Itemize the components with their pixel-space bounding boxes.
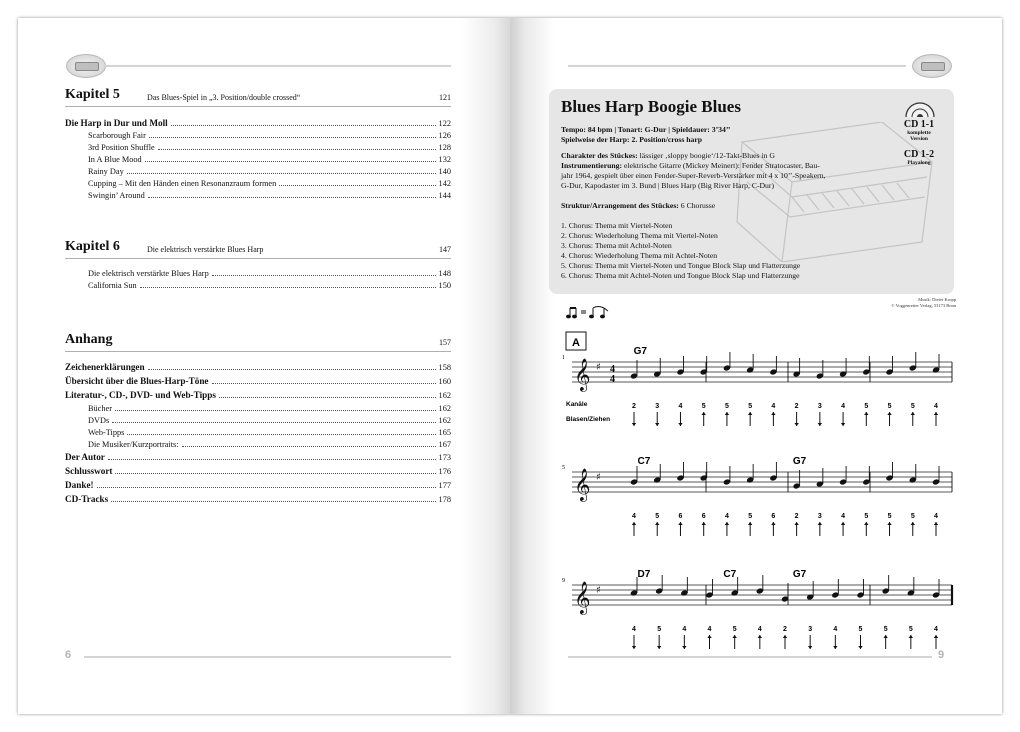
- arrow-down-icon: [678, 423, 682, 426]
- treble-clef-icon: 𝄞: [574, 468, 591, 501]
- instr-line: jahr 1964, gespielt über einen Fender-Super-Reverb-Verstärker mit 4 x 10’’-Speakern,: [561, 171, 826, 180]
- arrow-up-icon: [701, 412, 705, 415]
- music-score: [560, 325, 962, 655]
- arrow-up-icon: [934, 635, 938, 638]
- channel-number: 4: [678, 403, 683, 410]
- chorus-item: 2. Chorus: Wiederholung Thema mit Viertel-Noten: [561, 231, 718, 240]
- toc-entry[interactable]: Swingin’ Around 144: [88, 191, 451, 200]
- treble-clef-icon: 𝄞: [574, 358, 591, 391]
- arrow-up-icon: [887, 412, 891, 415]
- treble-clef-icon: 𝄞: [574, 581, 591, 614]
- chapter-title: Kapitel 5: [65, 87, 120, 102]
- channel-number: 6: [701, 513, 706, 520]
- arrow-down-icon: [841, 423, 845, 426]
- channel-number: 3: [655, 403, 660, 410]
- channel-number: 4: [632, 626, 636, 633]
- channel-number: 2: [783, 626, 787, 633]
- channel-number: 6: [771, 513, 776, 520]
- chapter-page: 157: [439, 338, 451, 347]
- channel-number: 4: [632, 513, 636, 520]
- channel-number: 4: [707, 626, 712, 633]
- toc-entry[interactable]: Schlusswort 176: [65, 466, 451, 476]
- chapter-title: Anhang: [65, 332, 113, 347]
- credit-music: Musik: Dieter Kropp: [918, 297, 956, 302]
- channel-number: 4: [841, 403, 846, 410]
- time-signature-bottom: 4: [610, 374, 615, 385]
- measure-number: 5: [562, 465, 565, 471]
- toc-entry[interactable]: CD-Tracks 178: [65, 494, 451, 504]
- arrow-down-icon: [794, 423, 798, 426]
- channel-number: 4: [757, 626, 762, 633]
- harmonica-icon: [66, 54, 106, 78]
- swing-marking-icon: [566, 305, 612, 319]
- arrow-up-icon: [725, 522, 729, 525]
- arrow-up-icon: [864, 412, 868, 415]
- charakter-line: Charakter des Stückes: lässiger ‚sloppy boogie‘/12-Takt-Blues in G: [561, 151, 775, 160]
- channel-number: 3: [817, 513, 822, 520]
- arrow-down-icon: [808, 646, 812, 649]
- harmonica-icon: [912, 54, 952, 78]
- arrow-up-icon: [818, 522, 822, 525]
- toc-entry[interactable]: Cupping – Mit den Händen einen Resonanzraum formen 142: [88, 179, 451, 188]
- channel-number: 4: [934, 626, 938, 633]
- tempo-line: Tempo: 84 bpm | Tonart: G-Dur | Spieldauer: 3’34’’: [561, 125, 731, 134]
- chorus-item: 5. Chorus: Thema mit Viertel-Noten und Tongue Block Slap und Flatterzunge: [561, 261, 801, 270]
- arrow-up-icon: [701, 522, 705, 525]
- toc-entry[interactable]: Danke! 177: [65, 480, 451, 490]
- time-signature-top: 4: [610, 364, 615, 375]
- channel-number: 5: [724, 403, 729, 410]
- toc-entry[interactable]: Der Autor 173: [65, 452, 451, 462]
- chord-symbol: G7: [633, 346, 647, 357]
- arrow-up-icon: [678, 522, 682, 525]
- row-label-channels: Kanäle: [566, 401, 588, 408]
- spielweise-line: Spielweise der Harp: 2. Position/cross harp: [561, 135, 703, 144]
- arrow-up-icon: [883, 635, 887, 638]
- arrow-up-icon: [934, 522, 938, 525]
- arrow-up-icon: [771, 522, 775, 525]
- arrow-down-icon: [833, 646, 837, 649]
- chord-symbol: G7: [792, 569, 807, 580]
- arrow-up-icon: [748, 412, 752, 415]
- chorus-item: 4. Chorus: Wiederholung Thema mit Achtel-Noten: [561, 251, 718, 260]
- chorus-item: 1. Chorus: Thema mit Viertel-Noten: [561, 221, 673, 230]
- channel-number: 5: [864, 403, 869, 410]
- arrow-up-icon: [911, 522, 915, 525]
- channel-number: 4: [724, 513, 729, 520]
- arrow-up-icon: [909, 635, 913, 638]
- key-signature-sharp: ♯: [596, 585, 601, 596]
- channel-number: 3: [817, 403, 822, 410]
- channel-number: 6: [678, 513, 683, 520]
- credit-publisher: © Voggenreiter Verlag, 53173 Bonn: [891, 303, 956, 308]
- toc-entry[interactable]: Bücher 162: [88, 404, 451, 413]
- arrow-up-icon: [934, 412, 938, 415]
- channel-number: 5: [864, 513, 869, 520]
- harmonica-illustration: [732, 122, 937, 262]
- channel-number: 5: [883, 626, 888, 633]
- arrow-up-icon: [911, 412, 915, 415]
- chord-symbol: D7: [637, 569, 651, 580]
- cd-icon: [904, 95, 936, 117]
- toc-entry[interactable]: Die Harp in Dur und Moll 122: [65, 118, 451, 128]
- toc-entry[interactable]: Die elektrisch verstärkte Blues Harp 148: [88, 269, 451, 278]
- arrow-down-icon: [657, 646, 661, 649]
- channel-number: 5: [858, 626, 863, 633]
- toc-entry[interactable]: Web-Tipps 165: [88, 428, 451, 437]
- header-rule: [568, 65, 906, 67]
- channel-number: 5: [910, 513, 915, 520]
- arrow-up-icon: [758, 635, 762, 638]
- key-signature-sharp: ♯: [596, 472, 601, 483]
- toc-entry[interactable]: Literatur-, CD-, DVD- und Web-Tipps 162: [65, 390, 451, 400]
- song-title: Blues Harp Boogie Blues: [561, 97, 741, 116]
- arrow-up-icon: [841, 522, 845, 525]
- header-rule: [104, 65, 451, 67]
- arrow-up-icon: [632, 522, 636, 525]
- credits: [876, 297, 956, 309]
- channel-number: 2: [794, 403, 799, 410]
- channel-number: 5: [910, 403, 915, 410]
- toc-entry[interactable]: In A Blue Mood 132: [88, 155, 451, 164]
- arrow-down-icon: [858, 646, 862, 649]
- channel-number: 4: [771, 403, 776, 410]
- channel-number: 3: [808, 626, 813, 633]
- song-info-box: [549, 89, 954, 294]
- chapter-heading: [65, 333, 451, 352]
- struktur-line: Struktur/Arrangement des Stückes: 6 Chorusse: [561, 201, 716, 210]
- arrow-up-icon: [707, 635, 711, 638]
- page-number: 6: [65, 649, 72, 661]
- channel-number: 4: [833, 626, 838, 633]
- chorus-item: 6. Chorus: Thema mit Achtel-Noten und Tongue Block Slap und Flatterzunge: [561, 271, 800, 280]
- cd-track-2: CD 1-2 Playalong: [903, 149, 935, 166]
- channel-number: 5: [748, 403, 753, 410]
- channel-number: 5: [732, 626, 737, 633]
- channel-number: 5: [887, 513, 892, 520]
- row-label-blow-draw: Blasen/Ziehen: [566, 416, 611, 423]
- measure-number: 9: [562, 578, 565, 584]
- channel-number: 5: [655, 513, 660, 520]
- arrow-up-icon: [655, 522, 659, 525]
- chapter-heading: [65, 240, 451, 259]
- arrow-up-icon: [864, 522, 868, 525]
- channel-number: 4: [934, 403, 938, 410]
- channel-number: 4: [934, 513, 938, 520]
- arrow-up-icon: [783, 635, 787, 638]
- toc-entry[interactable]: Rainy Day 140: [88, 167, 451, 176]
- cd-track-1: CD 1-1 komplette Version: [903, 119, 935, 142]
- measure-number: 1: [562, 355, 565, 361]
- arrow-down-icon: [632, 423, 636, 426]
- arrow-down-icon: [632, 646, 636, 649]
- key-signature-sharp: ♯: [596, 362, 601, 373]
- rehearsal-mark: A: [572, 337, 580, 349]
- page-number: 9: [938, 649, 945, 661]
- chapter-title: Kapitel 6: [65, 239, 120, 254]
- chord-symbol: G7: [792, 456, 807, 467]
- chapter-subtitle: Die elektrisch verstärkte Blues Harp: [147, 245, 264, 254]
- chapter-page: 121: [439, 93, 451, 102]
- arrow-up-icon: [794, 522, 798, 525]
- arrow-down-icon: [682, 646, 686, 649]
- toc-entry[interactable]: Die Musiker/Kurzportraits: 167: [88, 440, 451, 449]
- arrow-up-icon: [748, 522, 752, 525]
- channel-number: 2: [794, 513, 799, 520]
- toc-entry[interactable]: Zeichenerklärungen 158: [65, 362, 451, 372]
- chapter-heading: [65, 88, 451, 107]
- channel-number: 5: [748, 513, 753, 520]
- arrow-up-icon: [771, 412, 775, 415]
- footer-rule: [84, 656, 451, 658]
- chapter-subtitle: Das Blues-Spiel in „3. Position/double crossed“: [147, 93, 301, 102]
- channel-number: 5: [657, 626, 662, 633]
- toc-entry[interactable]: Scarborough Fair 126: [88, 131, 451, 140]
- toc-entry[interactable]: 3rd Position Shuffle 128: [88, 143, 451, 152]
- arrow-up-icon: [887, 522, 891, 525]
- chorus-item: 3. Chorus: Thema mit Achtel-Noten: [561, 241, 672, 250]
- arrow-up-icon: [732, 635, 736, 638]
- instr-line: G-Dur, Kapodaster im 3. Bund | Blues Harp (Big River Harp, C-Dur): [561, 181, 775, 190]
- arrow-down-icon: [818, 423, 822, 426]
- toc-entry[interactable]: DVDs 162: [88, 416, 451, 425]
- channel-number: 5: [887, 403, 892, 410]
- channel-number: 2: [632, 403, 636, 410]
- toc-entry[interactable]: Übersicht über die Blues-Harp-Töne 160: [65, 376, 451, 386]
- channel-number: 5: [701, 403, 706, 410]
- left-page: [18, 18, 510, 714]
- toc-entry[interactable]: California Sun 150: [88, 281, 451, 290]
- chapter-page: 147: [439, 245, 451, 254]
- channel-number: 5: [908, 626, 913, 633]
- footer-rule: [568, 656, 932, 658]
- instr-line: Instrumentierung: elektrische Gitarre (Mickey Meinert): Fender Stratocaster, Bau-: [561, 161, 820, 170]
- chord-symbol: C7: [723, 569, 737, 580]
- arrow-up-icon: [725, 412, 729, 415]
- chord-symbol: C7: [637, 456, 651, 467]
- arrow-down-icon: [655, 423, 659, 426]
- channel-number: 4: [682, 626, 687, 633]
- channel-number: 4: [841, 513, 846, 520]
